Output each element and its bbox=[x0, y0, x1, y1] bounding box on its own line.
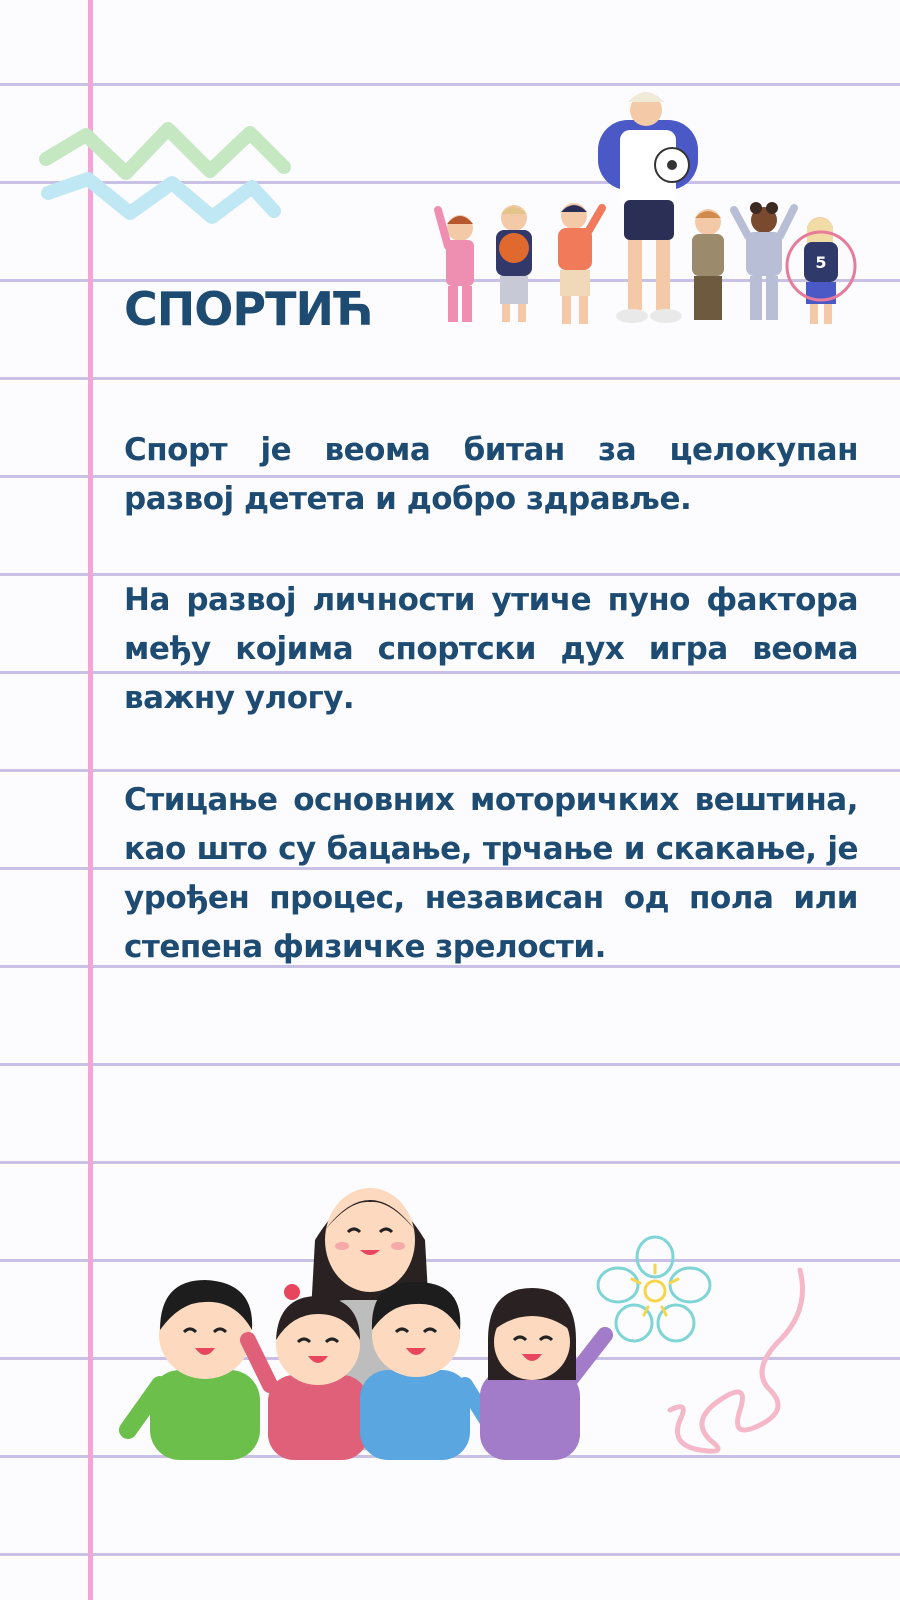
kid-basketball bbox=[496, 205, 532, 322]
paragraph-3: Стицање основних моторичких вештина, као што су бацање, трчање и скакање, је урођен процес, независан од пола или степена физичке зрелости. bbox=[124, 782, 858, 965]
paragraph-1: Спорт је веома битан за целокупан развој детета и добро здравље. bbox=[124, 432, 858, 517]
zigzag-decoration bbox=[40, 115, 290, 230]
margin-line bbox=[88, 0, 93, 1600]
kid-hoop bbox=[787, 217, 855, 324]
svg-text:5: 5 bbox=[815, 253, 827, 272]
kid-purple bbox=[480, 1288, 605, 1460]
kid-brown bbox=[692, 209, 724, 320]
coach-kids-illustration bbox=[420, 90, 880, 340]
page-title: СПОРТИЋ bbox=[124, 282, 373, 336]
kid-orange bbox=[558, 203, 602, 324]
coach-figure bbox=[598, 92, 698, 323]
kid-green bbox=[128, 1280, 260, 1460]
swirl-decoration bbox=[660, 1260, 820, 1460]
kid-grey bbox=[734, 202, 794, 320]
teacher-kids-illustration bbox=[120, 1170, 640, 1470]
kid-pink bbox=[438, 210, 474, 322]
paragraph-2: На развој личности утиче пуно фактора међу којима спортски дух игра веома важну улогу. bbox=[124, 582, 858, 716]
